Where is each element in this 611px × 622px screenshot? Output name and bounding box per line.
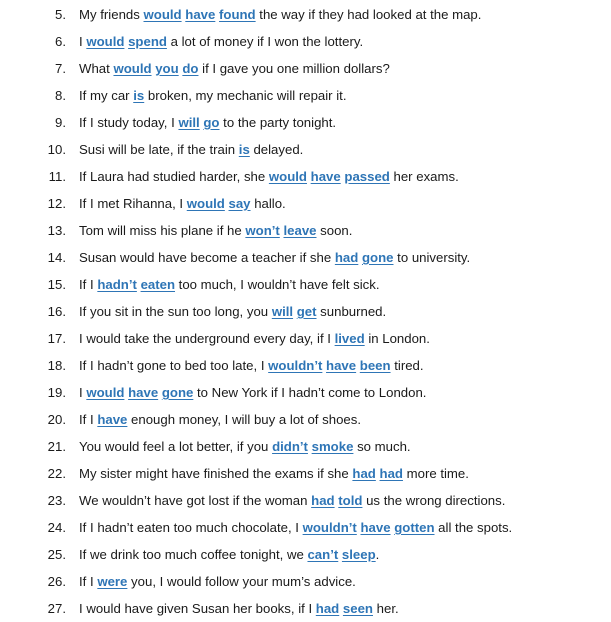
item-sentence: [79, 271, 380, 298]
sentence-text: enough money, I will buy a lot of shoes.: [127, 412, 361, 427]
item-number: 21.: [47, 439, 66, 454]
item-sentence: [79, 514, 512, 541]
sentence-text: What: [79, 61, 114, 76]
list-item: [0, 136, 611, 163]
item-sentence: [79, 136, 303, 163]
answer-word: won’t: [245, 223, 280, 238]
sentence-text: If I hadn’t gone to bed too late, I: [79, 358, 269, 373]
item-number: 5.: [55, 7, 66, 22]
answer-word: were: [97, 574, 128, 589]
item-sentence: [79, 325, 430, 352]
list-item: [0, 163, 611, 190]
item-sentence: [79, 190, 286, 217]
answer-word: found: [219, 7, 256, 22]
item-number: 23.: [47, 493, 66, 508]
item-sentence: [79, 244, 470, 271]
list-item: [0, 406, 611, 433]
sentence-text: I would have given Susan her books, if I: [79, 601, 316, 616]
list-item: [0, 541, 611, 568]
list-item: [0, 298, 611, 325]
answer-word: been: [359, 358, 391, 373]
sentence-text: I: [79, 34, 87, 49]
sentence-text: If my car: [79, 88, 134, 103]
item-number: 16.: [47, 304, 66, 319]
sentence-text: My friends: [79, 7, 144, 22]
sentence-text: If you sit in the sun too long, you: [79, 304, 272, 319]
answer-word: is: [238, 142, 250, 157]
answer-word: have: [360, 520, 391, 535]
answer-word: get: [296, 304, 317, 319]
list-item: [0, 325, 611, 352]
answer-word: hadn’t: [97, 277, 137, 292]
item-number: 20.: [47, 412, 66, 427]
answer-word: will: [178, 115, 200, 130]
sentence-text: Susan would have become a teacher if she: [79, 250, 335, 265]
item-sentence: [79, 55, 390, 82]
item-sentence: [79, 460, 469, 487]
item-number: 26.: [47, 574, 66, 589]
answer-word: would: [268, 169, 307, 184]
sentence-text: a lot of money if I won the lottery.: [166, 34, 364, 49]
exercise-list: [0, 1, 611, 622]
list-item: [0, 190, 611, 217]
answer-word: will: [271, 304, 294, 319]
answer-word: sleep: [341, 547, 376, 562]
answer-word: spend: [128, 34, 167, 49]
list-item: [0, 352, 611, 379]
sentence-text: If we drink too much coffee tonight, we: [79, 547, 308, 562]
item-sentence: [79, 406, 361, 433]
list-item: [0, 109, 611, 136]
list-item: [0, 28, 611, 55]
item-number: 17.: [47, 331, 66, 346]
item-sentence: [79, 163, 459, 190]
answer-word: had: [334, 250, 359, 265]
answer-word: leave: [283, 223, 317, 238]
sentence-text: too much, I wouldn’t have felt sick.: [175, 277, 380, 292]
sentence-text: more time.: [402, 466, 469, 481]
answer-word: go: [203, 115, 220, 130]
sentence-text: I would take the underground every day, if I: [79, 331, 335, 346]
item-number: 25.: [47, 547, 66, 562]
answer-word: gone: [161, 385, 194, 400]
list-item: [0, 244, 611, 271]
item-number: 7.: [55, 61, 66, 76]
answer-word: had: [311, 493, 335, 508]
item-sentence: [79, 109, 336, 136]
sentence-text: all the spots.: [434, 520, 513, 535]
item-sentence: [79, 595, 399, 622]
sentence-text: We wouldn’t have got lost if the woman: [79, 493, 312, 508]
sentence-text: to university.: [393, 250, 471, 265]
answer-word: had: [315, 601, 340, 616]
item-number: 12.: [47, 196, 66, 211]
answer-word: can’t: [307, 547, 339, 562]
item-number: 14.: [47, 250, 66, 265]
item-sentence: [79, 433, 411, 460]
answer-word: would: [113, 61, 152, 76]
answer-word: would: [186, 196, 225, 211]
sentence-text: soon.: [316, 223, 353, 238]
answer-word: have: [326, 358, 357, 373]
answer-word: had: [352, 466, 376, 481]
sentence-text: to the party tonight.: [219, 115, 337, 130]
item-number: 11.: [48, 169, 66, 184]
item-sentence: [79, 1, 481, 28]
answer-word: say: [228, 196, 251, 211]
item-number: 19.: [47, 385, 66, 400]
list-item: [0, 379, 611, 406]
answer-word: seen: [342, 601, 373, 616]
sentence-text: My sister might have finished the exams if she: [79, 466, 353, 481]
sentence-text: If I: [79, 277, 98, 292]
sentence-text: If I: [79, 574, 98, 589]
item-number: 15.: [47, 277, 66, 292]
sentence-text: You would feel a lot better, if you: [79, 439, 273, 454]
sentence-text: her.: [372, 601, 399, 616]
list-item: [0, 460, 611, 487]
sentence-text: tired.: [390, 358, 424, 373]
sentence-text: us the wrong directions.: [362, 493, 506, 508]
sentence-text: I: [79, 385, 87, 400]
answer-word: gone: [361, 250, 394, 265]
answer-word: wouldn’t: [268, 358, 323, 373]
list-item: [0, 514, 611, 541]
item-sentence: [79, 379, 426, 406]
item-number: 9.: [55, 115, 66, 130]
sentence-text: to New York if I hadn’t come to London.: [193, 385, 427, 400]
sentence-text: in London.: [364, 331, 430, 346]
list-item: [0, 55, 611, 82]
item-number: 6.: [55, 34, 66, 49]
item-number: 10.: [47, 142, 66, 157]
answer-word: wouldn’t: [302, 520, 357, 535]
sentence-text: If Laura had studied harder, she: [79, 169, 269, 184]
item-number: 22.: [47, 466, 66, 481]
item-number: 8.: [55, 88, 66, 103]
list-item: [0, 595, 611, 622]
sentence-text: broken, my mechanic will repair it.: [144, 88, 347, 103]
item-number: 24.: [47, 520, 66, 535]
sentence-text: If I study today, I: [79, 115, 179, 130]
answer-word: passed: [344, 169, 390, 184]
item-sentence: [79, 541, 379, 568]
sentence-text: Susi will be late, if the train: [79, 142, 239, 157]
answer-word: have: [97, 412, 128, 427]
list-item: [0, 433, 611, 460]
sentence-text: hallo.: [250, 196, 286, 211]
sentence-text: if I gave you one million dollars?: [198, 61, 390, 76]
sentence-text: If I: [79, 412, 98, 427]
list-item: [0, 1, 611, 28]
item-sentence: [79, 217, 352, 244]
answer-word: would: [86, 385, 125, 400]
answer-word: do: [182, 61, 199, 76]
item-sentence: [79, 82, 347, 109]
item-number: 18.: [47, 358, 66, 373]
answer-word: didn’t: [272, 439, 308, 454]
list-item: [0, 487, 611, 514]
answer-word: eaten: [140, 277, 176, 292]
answer-word: would: [143, 7, 182, 22]
answer-word: you: [155, 61, 179, 76]
sentence-text: If I hadn’t eaten too much chocolate, I: [79, 520, 303, 535]
sentence-text: .: [375, 547, 380, 562]
answer-word: told: [338, 493, 363, 508]
answer-word: have: [310, 169, 341, 184]
answer-word: have: [128, 385, 159, 400]
item-number: 13.: [47, 223, 66, 238]
sentence-text: sunburned.: [316, 304, 387, 319]
list-item: [0, 82, 611, 109]
answer-word: smoke: [311, 439, 354, 454]
sentence-text: the way if they had looked at the map.: [255, 7, 482, 22]
item-sentence: [79, 298, 386, 325]
sentence-text: Tom will miss his plane if he: [79, 223, 246, 238]
item-sentence: [79, 568, 356, 595]
answer-word: had: [379, 466, 403, 481]
list-item: [0, 217, 611, 244]
sentence-text: her exams.: [389, 169, 459, 184]
answer-word: would: [86, 34, 125, 49]
item-sentence: [79, 487, 505, 514]
list-item: [0, 568, 611, 595]
sentence-text: you, I would follow your mum’s advice.: [127, 574, 356, 589]
item-number: 27.: [47, 601, 66, 616]
sentence-text: delayed.: [249, 142, 304, 157]
answer-word: gotten: [394, 520, 435, 535]
item-sentence: [79, 352, 424, 379]
sentence-text: If I met Rihanna, I: [79, 196, 187, 211]
answer-word: lived: [334, 331, 365, 346]
answer-word: is: [133, 88, 145, 103]
item-sentence: [79, 28, 363, 55]
sentence-text: so much.: [353, 439, 411, 454]
answer-word: have: [185, 7, 216, 22]
list-item: [0, 271, 611, 298]
